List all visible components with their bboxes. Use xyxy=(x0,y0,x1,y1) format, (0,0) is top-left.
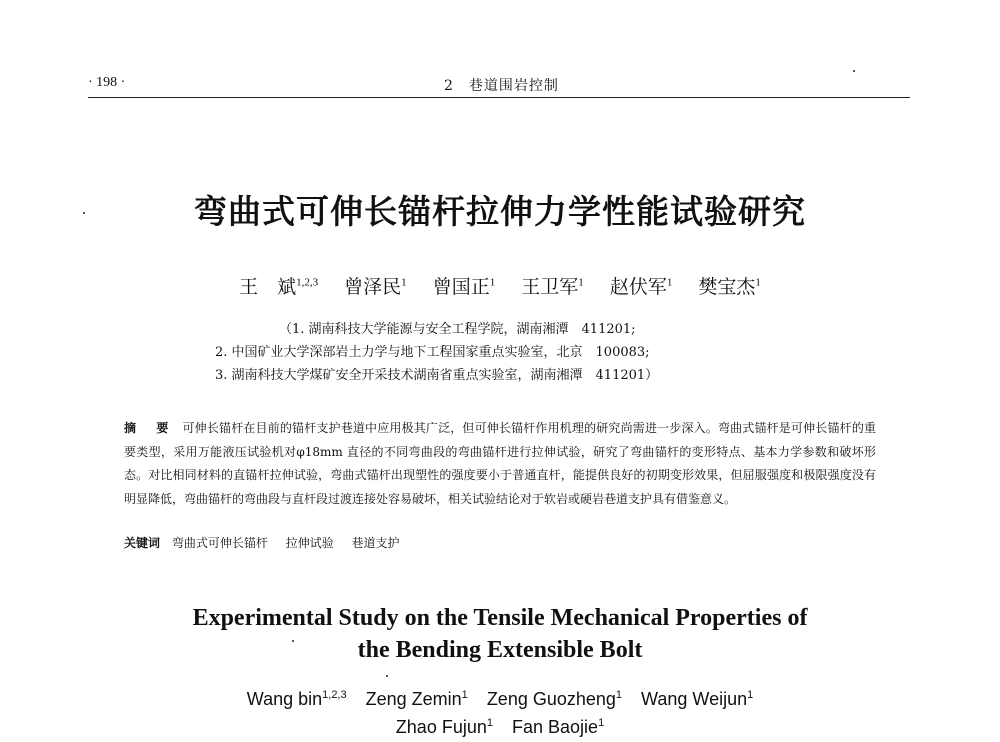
scan-speck xyxy=(83,212,85,214)
author-en: Zeng Zemin$^1$ xyxy=(365,689,468,709)
author-cn: 曾泽民$^1$ xyxy=(344,276,407,298)
author-cn: 赵伏军$^1$ xyxy=(609,276,673,298)
author-en: Fan Baojie$^1$ xyxy=(512,717,605,737)
author-en: Zhao Fujun$^1$ xyxy=(395,717,493,737)
keyword: 弯曲式可伸长锚杆 xyxy=(171,536,268,550)
author-cn: 曾国正$^1$ xyxy=(432,276,496,298)
affiliation: （1. 湖南科技大学能源与安全工程学院，湖南湘潭 411201; xyxy=(279,322,636,337)
header-rule xyxy=(88,97,910,98)
paper-title-en-line: the Bending Extensible Bolt xyxy=(357,637,643,663)
scan-speck xyxy=(292,640,294,642)
running-head: 2 巷道围岩控制 xyxy=(444,78,559,94)
keywords-label: 关键词 xyxy=(124,536,161,550)
abstract-text: 可伸长锚杆在目前的锚杆支护巷道中应用极其广泛，但可伸长锚杆作用机理的研究尚需进一步深入。弯曲式锚杆是可伸长锚杆的重要类型，采用万能液压试验机对φ18mm 直径的不同弯曲段的弯曲锚杆进行拉伸试验，研究了弯曲锚杆的变形特点、基本力学参数和破坏形态。对比相同材料的直锚杆拉伸试验，弯曲式锚杆出现塑性的强度要小于普通直杆，能提供良好的初期变形效果，但屈服强度和极限强度没有明显降低，弯曲锚杆的弯曲段与直杆段过渡连接处容易破坏，相关试验结论对于软岩或硬岩巷道支护具有借鉴意义。 xyxy=(124,421,876,506)
author-line xyxy=(0,711,1000,739)
keywords xyxy=(124,534,414,551)
keyword: 巷道支护 xyxy=(351,536,400,550)
affiliation: 2. 中国矿业大学深部岩土力学与地下工程国家重点实验室，北京 100083; xyxy=(215,345,650,360)
abstract xyxy=(124,417,876,511)
paper-title-en xyxy=(0,602,1000,666)
paper-title-cn: 弯曲式可伸长锚杆拉伸力学性能试验研究 xyxy=(194,192,806,231)
scan-speck xyxy=(386,675,388,677)
author-cn: 王卫军$^1$ xyxy=(521,276,584,298)
author-en: Wang Weijun$^1$ xyxy=(641,689,754,709)
scan-speck xyxy=(853,70,855,72)
paper-title-en-line: Experimental Study on the Tensile Mechanical Properties of xyxy=(192,605,808,631)
author-list-en xyxy=(0,683,1000,739)
author-cn: 樊宝杰$^1$ xyxy=(698,276,761,298)
author-list-cn xyxy=(0,272,1000,299)
abstract-label: 摘 要 xyxy=(124,421,173,435)
page-number: · 198 · xyxy=(88,75,126,90)
author-en: Zeng Guozheng$^1$ xyxy=(486,689,623,709)
author-en: Wang bin$^{1,2,3}$ xyxy=(246,689,347,709)
author-cn: 王 斌$^{1,2,3}$ xyxy=(239,276,319,298)
keyword: 拉伸试验 xyxy=(285,536,334,550)
affiliation: 3. 湖南科技大学煤矿安全开采技术湖南省重点实验室，湖南湘潭 411201） xyxy=(215,368,659,383)
author-line xyxy=(0,683,1000,711)
